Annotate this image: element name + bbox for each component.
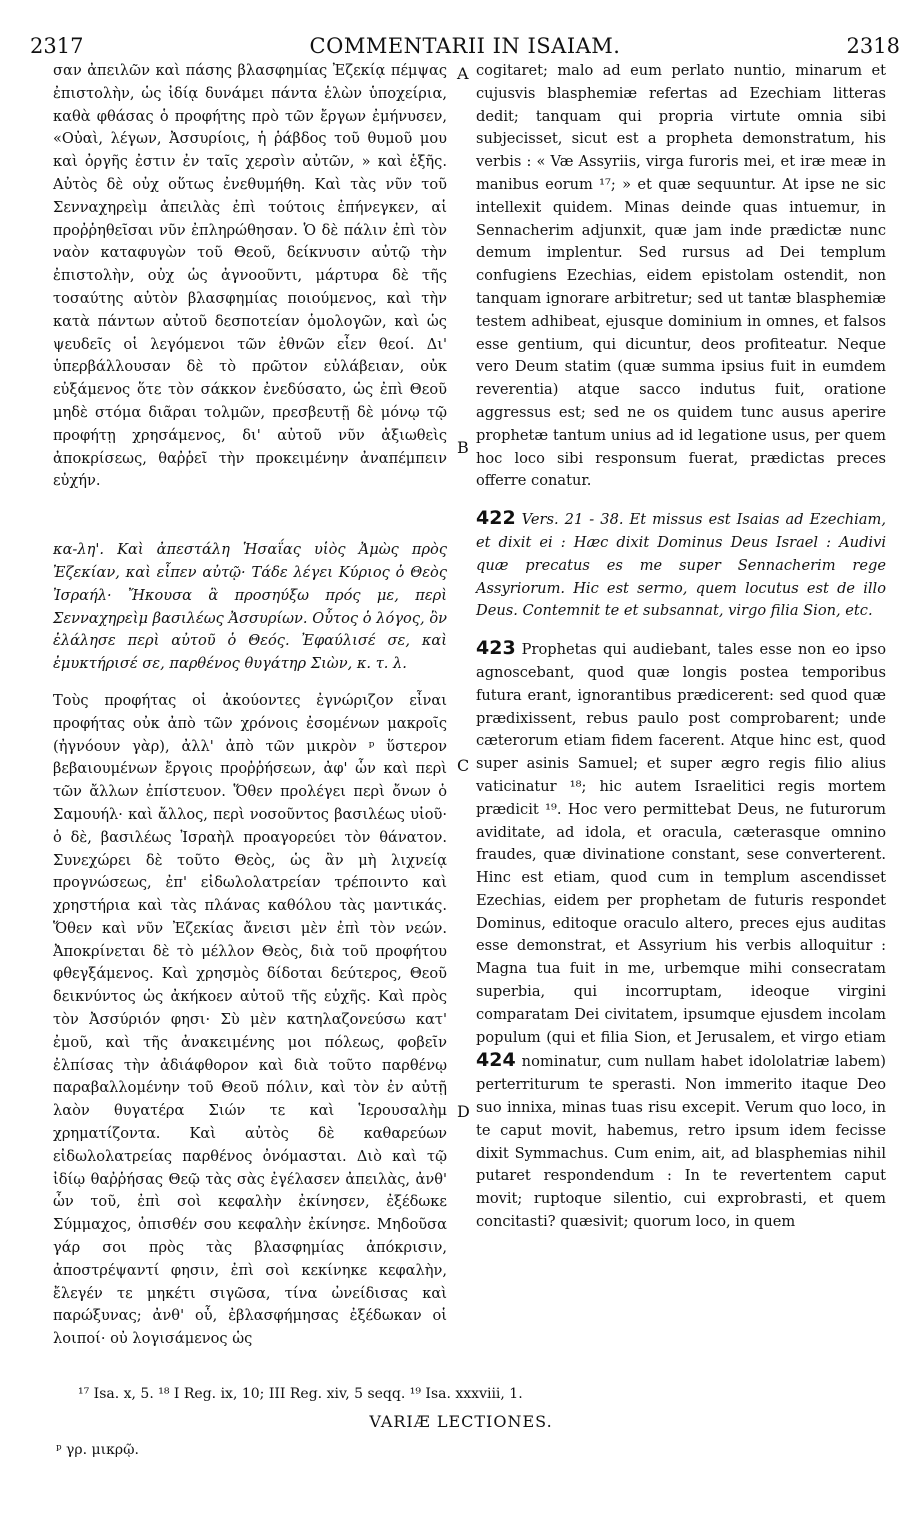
latin-paragraph-2a: Prophetas qui audiebant, tales esse non eo ipso agnoscebant, quod quæ longis postea temporibus futura erant, ignorantibus prædicerent: sed quod quæ prædixissent, rebus paulo post comprobarent; unde cæterorum etiam fidem facerent. Atque hinc est, quod super asinis Samuel; et super ægro regis filio alius vaticinatur ¹⁸; hic autem Israelitici regis mortem prædicit ¹⁹. Hoc vero permittebat Deus, ne futurorum aviditate, ad idola, et oracula, cæterasque omnino fraudes, quæ divinatione constant, sese converterent. Hinc est etiam, quod cum in templum ascendisset Ezechias, eidem per prophetam de futuris respondet Dominus, editoque oraculo altero, preces ejus auditas esse demonstrat, et Assyrium his verbis alloquitur : Magna tua fuit in me, urbemque mihi consecratam superbia, qui incorruptam, ideoque virgini comparatam Dei civitatem, ipsumque ejusdem incolam populum (qui et filia Sion, et Jerusalem, et virgo etiam bbox=[476, 641, 886, 1046]
margin-letter-c: C bbox=[457, 756, 470, 775]
greek-lemma: κα-λη'. Καὶ ἀπεστάλη Ἡσαΐας υἱὸς Ἀμὼς πρὸς Ἐζεκίαν, καὶ εἶπεν αὐτῷ· Τάδε λέγει Κύριος ὁ Θεὸς Ἰσραήλ· Ἤκουσα ἃ προσηύξω πρός με, περὶ Σενναχηρεὶμ βασιλέως Ἀσσυρίων. Οὗτος ὁ λόγος, ὃν ἐλάλησε περὶ αὐτοῦ ὁ Θεός. Ἐφαύλισέ σε, καὶ ἐμυκτήρισέ σε, παρθένος θυγάτηρ Σιὼν, κ. τ. λ. bbox=[53, 541, 447, 673]
latin-lemma: Vers. 21 - 38. Et missus est Isaias ad Ezechiam, et dixit ei : Hæc dixit Dominus Deus Israel : Audivi quæ precatus es me super Sennacherim rege Assyriorum. Hic est sermo, quem locutus est de illo Deus. Contemnit te et subsannat, virgo filia Sion, etc. bbox=[476, 511, 886, 620]
greek-paragraph-1: σαν ἀπειλῶν καὶ πάσης βλασφημίας Ἐζεκίᾳ πέμψας ἐπιστολὴν, ὡς ἰδίᾳ δυνάμει πάντα ἑλὼν ὑποχείρια, καθὰ φθάσας ὁ προφήτης πρὸ τῶν ἔργων ἐμήνυσεν, «Οὐαὶ, λέγων, Ἀσσυρίοις, ἡ ῥάβδος τοῦ θυμοῦ μου καὶ ὀργῆς ἐστιν ἐν ταῖς χερσὶν αὐτῶν, » καὶ ἑξῆς. Αὐτὸς δὲ οὐχ οὕτως ἐνεθυμήθη. Καὶ τὰς νῦν τοῦ Σενναχηρεὶμ ἀπειλὰς ἐπὶ τούτοις ἐπήνεγκεν, αἱ προῤῥηθεῖσαι νῦν ἐπληρώθησαν. Ὁ δὲ πάλιν ἐπὶ τὸν ναὸν καταφυγὼν τοῦ Θεοῦ, δείκνυσιν αὐτῷ τὴν ἐπιστολὴν, οὐχ ὡς ἀγνοοῦντι, μάρτυρα δὲ τῆς τοσαύτης αὐτὸν βλασφημίας ποιούμενος, καὶ τὴν κατὰ πάντων αὐτοῦ δεσποτείαν ὁμολογῶν, καὶ ὡς ψευδεῖς οἱ λεγόμενοι τῶν ἐθνῶν εἶεν θεοί. Δι' ὑπερβάλλουσαν δὲ τὸ πρῶτον εὐλάβειαν, οὐκ εὐξάμενος ὅτε τὸν σάκκον ἐνεδύσατο, ὡς ἐπὶ Θεοῦ μηδὲ στόμα διᾶραι τολμῶν, πρεσβευτῇ δὲ μόνῳ τῷ προφήτῃ χρησάμενος, δι' αὐτοῦ νῦν ἀξιωθεὶς ἀποκρίσεως, θαῤῥεῖ τὴν προκειμένην ἀναπέμπειν εὐχήν. bbox=[53, 62, 447, 490]
margin-letter-d: D bbox=[457, 1102, 470, 1121]
section-number-424: 424 bbox=[476, 1049, 516, 1072]
margin-letter-a: A bbox=[457, 64, 469, 83]
latin-column bbox=[476, 60, 886, 1234]
greek-column bbox=[53, 60, 447, 1351]
variant-reading: ᵖ γρ. μικρῷ. bbox=[56, 1442, 139, 1458]
page-number-left: 2317 bbox=[30, 34, 84, 58]
footnotes: ¹⁷ Isa. x, 5. ¹⁸ I Reg. ix, 10; III Reg. xiv, 5 seqq. ¹⁹ Isa. xxxviii, 1. bbox=[78, 1386, 523, 1402]
latin-paragraph-1: cogitaret; malo ad eum perlato nuntio, minarum et cujusvis blasphemiæ refertas ad Ezechiam litteras dedit; tanquam qui propria virtute omnia sibi subjecisset, sicut est a propheta demonstratum, his verbis : « Væ Assyriis, virga furoris mei, et iræ meæ in manibus eorum ¹⁷; » et quæ sequuntur. At ipse ne sic intellexit quidem. Minas deinde quas intuemur, in Sennacherim adjunxit, quæ jam inde prædictæ nunc demum implentur. Sed rursus ad Dei templum confugiens Ezechias, eidem epistolam ostendit, non tanquam ignorare arbitretur; sed ut tantæ blasphemiæ testem adhibeat, ejusque dominium in omnes, et falsos esse gentium, qui dicuntur, deos profiteatur. Neque vero Deum statim (quæ summa ipsius fuit in eumdem reverentia) atque sacco indutus fuit, oratione aggressus est; sed ne os quidem tunc ausus aperire prophetæ tantum unius ad id legatione usus, per quem hoc loco sibi responsum fuerat, prædictas preces offerre conatur. bbox=[476, 62, 886, 490]
greek-paragraph-2: Τοὺς προφήτας οἱ ἀκούοντες ἐγνώριζον εἶναι προφήτας οὐκ ἀπὸ τῶν χρόνοις ἐσομένων μακροῖς (ἠγνόουν γὰρ), ἀλλ' ἀπὸ τῶν μικρὸν ᵖ ὕστερον βεβαιουμένων ἔργοις προῤῥήσεων, ἀφ' ὧν καὶ περὶ τῶν ἄλλων ἐπίστευον. Ὅθεν προλέγει περὶ ὄνων ὁ Σαμουήλ· καὶ ἄλλος, περὶ νοσοῦντος βασιλέως υἱοῦ· ὁ δὲ, βασιλέως Ἰσραὴλ προαγορεύει τὸν θάνατον. Συνεχώρει δὲ τοῦτο Θεὸς, ὡς ἂν μὴ λιχνείᾳ προγνώσεως, ἐπ' εἰδωλολατρείαν τρέποιντο καὶ χρηστήρια καὶ τὰς πλάνας καθόλου τὰς μαντικάς. Ὅθεν καὶ νῦν Ἐζεκίας ἄνεισι μὲν ἐπὶ τὸν νεών. Ἀποκρίνεται δὲ τὸ μέλλον Θεὸς, διὰ τοῦ προφήτου φθεγξάμενος. Καὶ χρησμὸς δίδοται δεύτερος, Θεοῦ δεικνύντος ὡς ἀκήκοεν αὐτοῦ τῆς εὐχῆς. Καὶ πρὸς τὸν Ἀσσύριόν φησι· Σὺ μὲν κατηλαζονεύσω κατ' ἐμοῦ, καὶ τῆς ἀνακειμένης μοι πόλεως, φοβεῖν ἐλπίσας τὴν ἀδιάφθορον καὶ διὰ τοῦτο παρθένῳ παραβαλλομένην τοῦ Θεοῦ πόλιν, καὶ τὸν ἐν αὐτῇ λαὸν θυγατέρα Σιών τε καὶ Ἱερουσαλὴμ χρηματίζοντα. Καὶ αὐτὸς δὲ καθαρεύων εἰδωλολατρείας παρθένος ὀνόμασται. Διὸ καὶ τῷ ἰδίῳ θαῤῥήσας Θεῷ τὰς σὰς ἐγέλασεν ἀπειλὰς, ἀνθ' ὧν τοῦ, ἐπὶ σοὶ κεφαλὴν ἐκίνησεν, ἐξέδωκε Σύμμαχος, ὀπισθέν σου κεφαλὴν ἐκίνησε. Μηδοῦσα γάρ σοι πρὸς τὰς βλασφημίας ἀπόκρισιν, ἀποστρέψαντί φησιν, ἐπὶ σοὶ κεκίνηκε κεφαλὴν, ἔλεγέν τε μηκέτι σιγῶσα, τίνα ὠνείδισας καὶ παρώξυνας; ἀνθ' οὗ, ἐβλασφήμησας ἐξέδωκαν οἱ λοιποί· οὐ λογισάμενος ὡς bbox=[53, 691, 447, 1348]
section-number-423: 423 bbox=[476, 637, 516, 660]
page-header bbox=[30, 34, 900, 62]
latin-paragraph-2b: nominatur, cum nullam habet idololatriæ labem) perterriturum te sperasti. Non immerito itaque Deo suo innixa, minas tuas risu excepit. Verum quo loco, in te caput movit, habemus, retro ipsum idem fecisse dixit Symmachus. Cum enim, ait, ad blasphemias nihil putaret respondendum : In te revertentem caput movit; ruptoque silentio, cui exprobrasti, et quem concitasti? quæsivit; quorum loco, in quem bbox=[476, 1053, 886, 1231]
margin-letter-b: B bbox=[457, 438, 469, 457]
page-number-right: 2318 bbox=[846, 34, 900, 58]
section-number-422: 422 bbox=[476, 507, 516, 530]
variae-lectiones-heading: VARIÆ LECTIONES. bbox=[369, 1412, 553, 1431]
running-title: COMMENTARII IN ISAIAM. bbox=[309, 34, 621, 58]
